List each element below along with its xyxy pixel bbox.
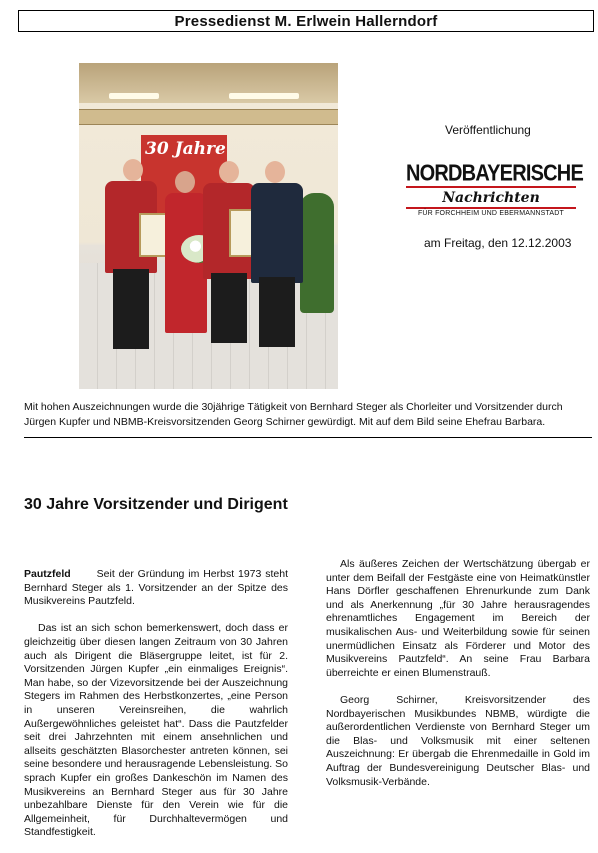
newspaper-rule <box>406 186 576 188</box>
newspaper-name: NORDBAYERISCHE <box>406 160 583 187</box>
article-dateline: Pautzfeld <box>24 568 71 580</box>
article-headline: 30 Jahre Vorsitzender und Dirigent <box>24 496 288 513</box>
article-column-left <box>24 568 288 853</box>
photo-image <box>79 63 338 389</box>
publication-label: Veröffentlichung <box>445 123 531 137</box>
article-paragraph: Georg Schirner, Kreisvorsitzender des Nordbayerischen Musikbundes NBMB, würdigte die außerordentlichen Verdienste von Bernhard Steger um die Blas- und Volksmusik mit einer seltenen Auszeichnung: Er übergab die Ehrenmedaille in Gold im Auftrag der Bundesvereinigung Deutscher Blas- und Volksmusik-Verbände. <box>326 693 590 788</box>
publication-date: am Freitag, den 12.12.2003 <box>424 236 572 250</box>
photo-light <box>229 93 299 99</box>
header-title: Pressedienst M. Erlwein Hallerndorf <box>174 12 438 30</box>
photo-banner-text: 30 Jahre <box>145 139 226 159</box>
page-header <box>18 10 594 32</box>
divider <box>24 437 592 438</box>
newspaper-subtitle: Nachrichten <box>442 190 540 206</box>
newspaper-tagline: FÜR FORCHHEIM UND EBERMANNSTADT <box>417 210 565 217</box>
newspaper-logo <box>406 160 583 217</box>
photo-caption: Mit hohen Auszeichnungen wurde die 30jährige Tätigkeit von Bernhard Steger als Chorleiter und Vorsitzender durch Jürgen Kupfer und NBMB-Kreisvorsitzenden Georg Schirner gewürdigt. Mit auf dem Bild seine Ehefrau Barbara. <box>24 401 563 428</box>
photo-plant <box>300 193 334 313</box>
article-paragraph: Das ist an sich schon bemerkenswert, doch dass er gleichzeitig über diesen langen Zeitraum von 30 Jahren auch als Dirigent die Bläsergruppe leitet, ist für 2. Vorsitzenden Jürgen Kupfer „ein einmaliges Ereignis“. Man habe, so der Vizevorsitzende bei der Auszeichnung Stegers im Rahmen des Herbstkonzertes, „eine Person in unseren Vereinsreihen, die wahrlich Außergewöhnliches geleistet hat“. Dass die Pautzfelder seit drei Jahrzehnten mit einem ansehnlichen und allseits geschätzten Blasorchester antreten können, sei seine besondere und herausragende Lebensleistung. So sprach Kupfer ein großes Dankeschön im Namen des Musikvereins an Bernhard Steger aus für 30 Jahre unbezahlbare Dienste für den Verein wie für die Allgemeinheit, für Durchhaltevermögen und Standfestigkeit. <box>24 622 288 839</box>
article-paragraph-text: Seit der Gründung im Herbst 1973 steht Bernhard Steger als 1. Vorsitzender an der Spitze des Musikvereins Pautzfeld. <box>24 568 288 608</box>
photo-light <box>109 93 159 99</box>
article-paragraph <box>24 568 288 609</box>
photo-frieze <box>79 109 338 125</box>
article-column-right <box>326 558 590 803</box>
newspaper-rule <box>406 207 576 209</box>
article-paragraph: Als äußeres Zeichen der Wertschätzung übergab er unter dem Beifall der Festgäste eine von Heimatkünstler Hans Dörfler geschaffenen Ehrenurkunde zum Dank und als Anerkennung „für 30 Jahre herausragendes ehrenamtliches Engagement im Bereich der musikalischen Aus- und Weiterbildung sowie für seinen unermüdlichen Einsatz als Förderer und Motor des Musikvereins Pautzfeld“. An seine Frau Barbara überreichte er einen Blumenstrauß. <box>326 558 590 679</box>
